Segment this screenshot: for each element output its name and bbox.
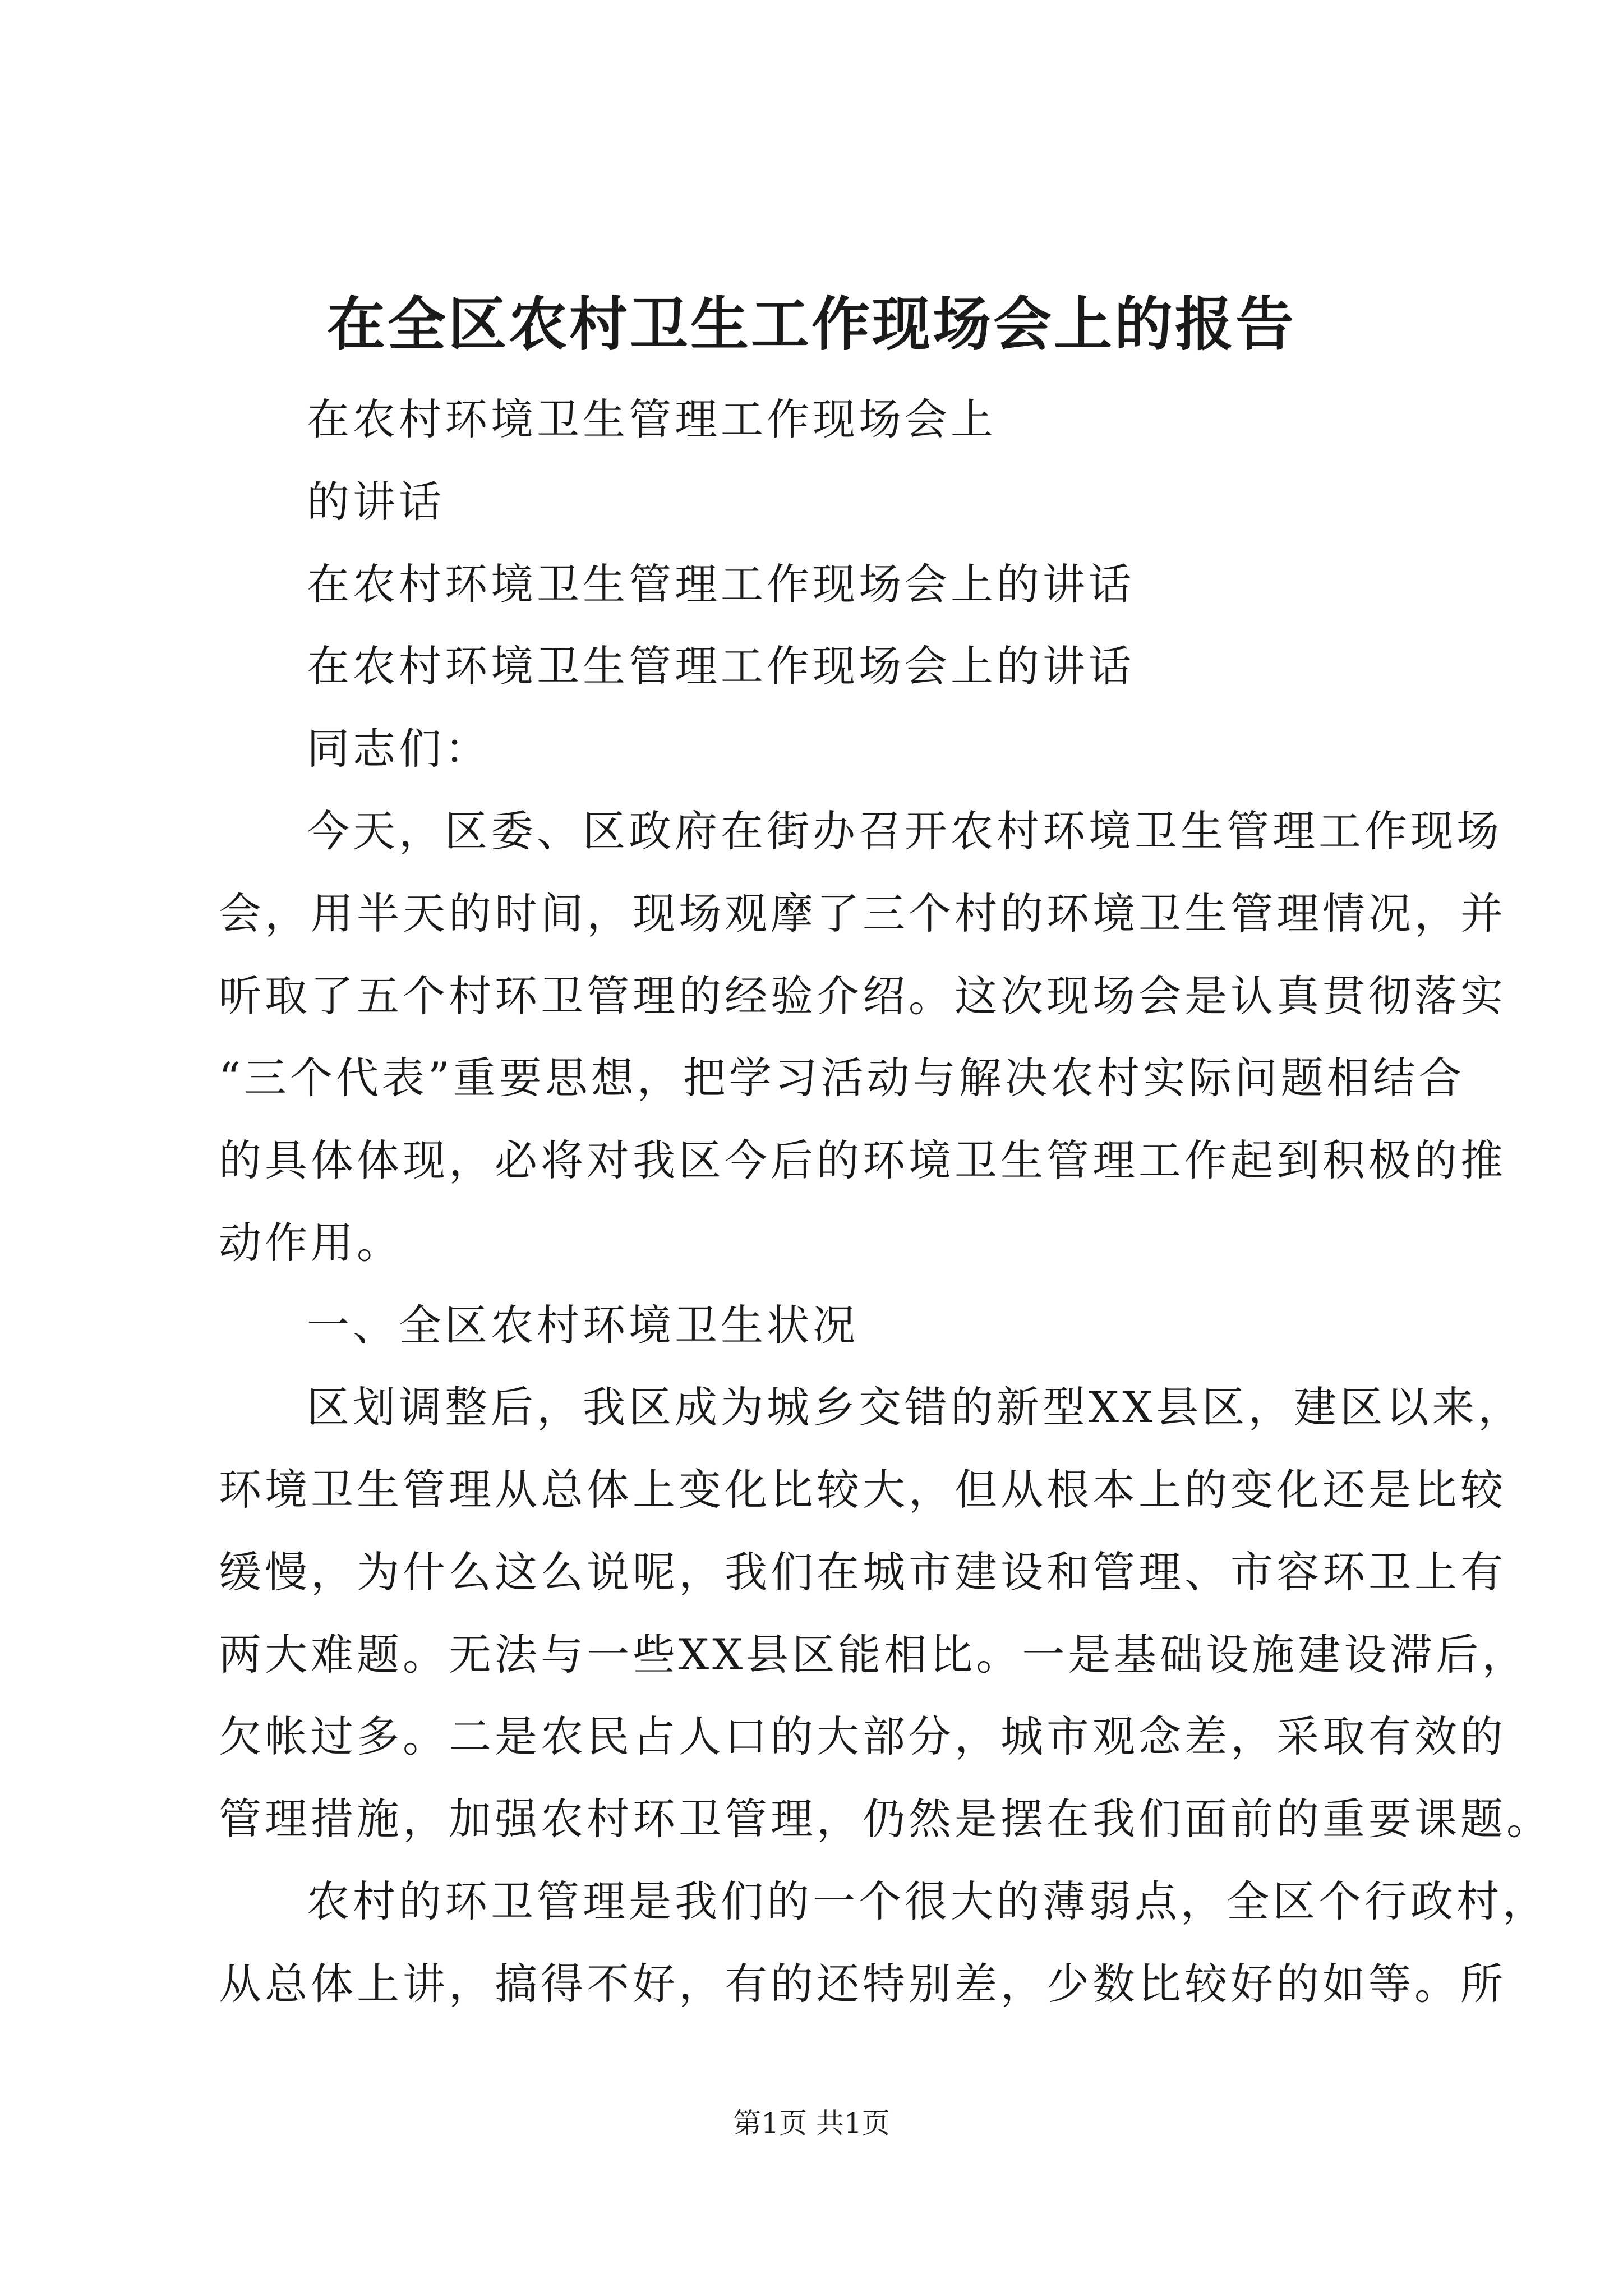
paragraph-line: 两大难题。无法与一些XX县区能相比。一是基础设施建设滞后， bbox=[219, 1630, 1528, 1680]
section-heading: 一、全区农村环境卫生状况 bbox=[307, 1300, 859, 1350]
paragraph-line: “三个代表”重要思想，把学习活动与解决农村实际问题相结合 bbox=[219, 1053, 1465, 1103]
paragraph-line: 今天，区委、区政府在街办召开农村环境卫生管理工作现场 bbox=[307, 806, 1502, 856]
paragraph-line: 的具体体现，必将对我区今后的环境卫生管理工作起到积极的推 bbox=[219, 1135, 1506, 1185]
paragraph-line: 环境卫生管理从总体上变化比较大，但从根本上的变化还是比较 bbox=[219, 1465, 1506, 1515]
paragraph-line: 欠帐过多。二是农民占人口的大部分，城市观念差，采取有效的 bbox=[219, 1711, 1506, 1761]
document-title: 在全区农村卫生工作现场会上的报告 bbox=[326, 289, 1296, 358]
paragraph-line: 缓慢，为什么这么说呢，我们在城市建设和管理、市容环卫上有 bbox=[219, 1547, 1506, 1597]
subtitle-line: 的讲话 bbox=[307, 477, 445, 527]
paragraph-line: 区划调整后，我区成为城乡交错的新型XX县区，建区以来， bbox=[307, 1382, 1524, 1432]
subtitle-line: 在农村环境卫生管理工作现场会上的讲话 bbox=[307, 641, 1135, 691]
paragraph-line: 管理措施，加强农村环卫管理，仍然是摆在我们面前的重要课题。 bbox=[219, 1794, 1552, 1844]
paragraph-line: 从总体上讲，搞得不好，有的还特别差，少数比较好的如等。所 bbox=[219, 1959, 1506, 2009]
salutation: 同志们： bbox=[307, 724, 491, 774]
page-footer: 第1页 共1页 bbox=[733, 2107, 890, 2139]
paragraph-line: 听取了五个村环卫管理的经验介绍。这次现场会是认真贯彻落实 bbox=[219, 971, 1506, 1021]
paragraph-line: 农村的环卫管理是我们的一个很大的薄弱点，全区个行政村， bbox=[307, 1876, 1548, 1926]
subtitle-line: 在农村环境卫生管理工作现场会上 bbox=[307, 394, 997, 444]
subtitle-line: 在农村环境卫生管理工作现场会上的讲话 bbox=[307, 559, 1135, 609]
paragraph-line: 会，用半天的时间，现场观摩了三个村的环境卫生管理情况，并 bbox=[219, 889, 1506, 938]
paragraph-line: 动作用。 bbox=[219, 1218, 403, 1268]
